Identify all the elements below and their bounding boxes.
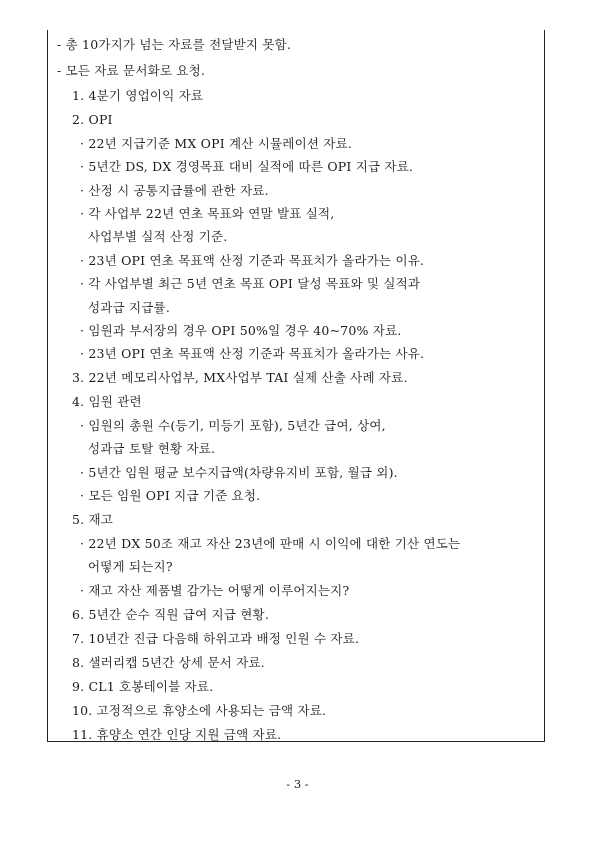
page-number: - 3 - [286, 777, 309, 791]
bullet-item: · 23년 OPI 연초 목표액 산정 기준과 목표치가 올라가는 이유. [80, 253, 425, 268]
list-item: 7. 10년간 진급 다음해 하위고과 배정 인원 수 자료. [72, 631, 360, 646]
bullet-item: · 각 사업부 22년 연초 목표와 연말 발표 실적, [80, 206, 335, 221]
bullet-item: · 산정 시 공통지급률에 관한 자료. [80, 183, 269, 198]
bullet-item: · 임원의 총원 수(등기, 미등기 포함), 5년간 급여, 상여, [80, 418, 386, 433]
bullet-item: · 각 사업부별 최근 5년 연초 목표 OPI 달성 목표와 및 실적과 [80, 276, 421, 291]
list-item: 2. OPI [72, 112, 113, 127]
text-line: - 모든 자료 문서화로 요청. [57, 63, 206, 78]
list-item: 5. 재고 [72, 512, 114, 527]
text-line: - 총 10가지가 넘는 자료를 전달받지 못함. [57, 37, 292, 52]
list-item: 10. 고정적으로 휴양소에 사용되는 금액 자료. [72, 703, 327, 718]
bullet-item: · 재고 자산 제품별 감가는 어떻게 이루어지는지? [80, 583, 350, 598]
bullet-item: · 모든 임원 OPI 지급 기준 요청. [80, 488, 261, 503]
list-item: 1. 4분기 영업이익 자료 [72, 88, 204, 103]
bullet-continuation: 사업부별 실적 산정 기준. [88, 229, 228, 244]
bullet-continuation: 성과급 토탈 현황 자료. [88, 441, 216, 456]
bullet-continuation: 어떻게 되는지? [88, 559, 173, 574]
bullet-item: · 22년 지급기준 MX OPI 계산 시뮬레이션 자료. [80, 136, 353, 151]
list-item: 6. 5년간 순수 직원 급여 지급 현황. [72, 607, 269, 622]
list-item: 3. 22년 메모리사업부, MX사업부 TAI 실제 산출 사례 자료. [72, 370, 408, 385]
bullet-item: · 22년 DX 50조 재고 자산 23년에 판매 시 이익에 대한 기산 연도는 [80, 536, 461, 551]
list-item: 11. 휴양소 연간 인당 지원 금액 자료. [72, 727, 282, 742]
list-item: 4. 임원 관련 [72, 394, 142, 409]
bullet-item: · 5년간 임원 평균 보수지급액(차량유지비 포함, 월급 외). [80, 465, 398, 480]
list-item: 9. CL1 호봉테이블 자료. [72, 679, 214, 694]
bullet-item: · 23년 OPI 연초 목표액 산정 기준과 목표치가 올라가는 사유. [80, 346, 425, 361]
bullet-item: · 5년간 DS, DX 경영목표 대비 실적에 따른 OPI 지급 자료. [80, 159, 414, 174]
bullet-item: · 임원과 부서장의 경우 OPI 50%일 경우 40~70% 자료. [80, 323, 402, 338]
list-item: 8. 샐러리캡 5년간 상세 문서 자료. [72, 655, 265, 670]
bullet-continuation: 성과급 지급률. [88, 300, 170, 315]
